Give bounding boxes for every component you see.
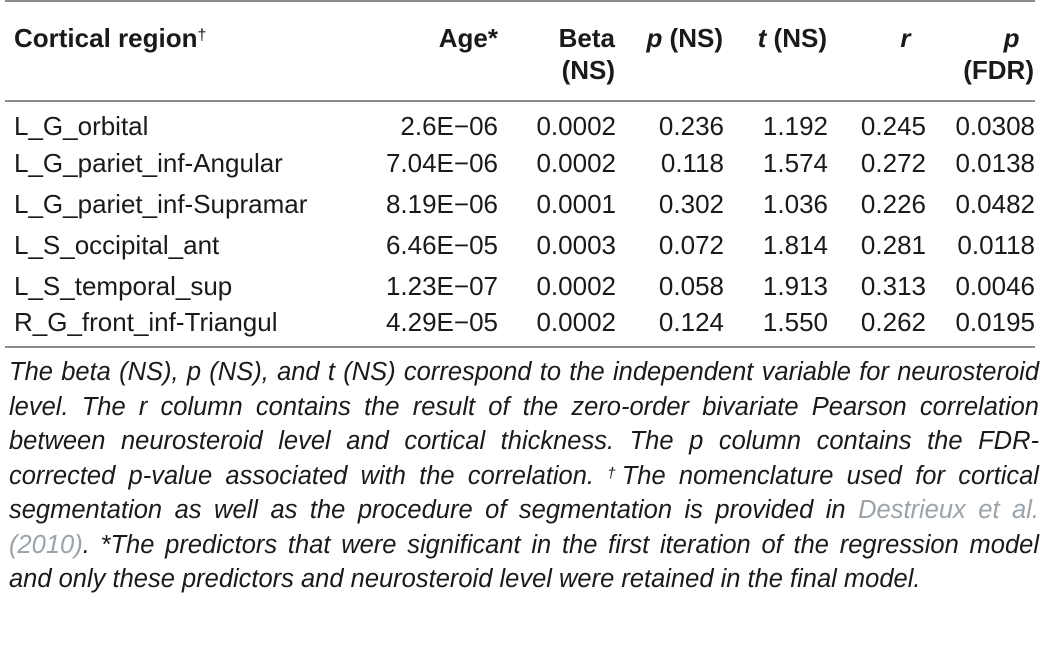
cell-t-ns: 1.574 [762, 147, 828, 178]
cell-t-ns: 1.192 [762, 111, 828, 141]
table-footnote [5, 355, 1039, 597]
table-row [5, 183, 1035, 224]
table-row [5, 265, 1035, 306]
footnote-text-1: The beta (NS), p (NS), and t (NS) correspond to the independent variable for neurosteroid level. The r column contains the result of the zero-order bivariate Pearson correlation between neurosteroid level and cortical thickness. The p column contains the FDR-corrected p-value associated with the correlation. [9, 358, 1039, 490]
cell-region: L_G_orbital [14, 111, 149, 141]
cell-p-ns: 0.118 [660, 147, 724, 178]
cell-beta: 0.0002 [536, 111, 616, 141]
cell-p-fdr: 0.0118 [957, 229, 1035, 260]
cell-beta: 0.0003 [536, 229, 616, 260]
header-age: Age* [438, 23, 498, 53]
dagger-mark: † [197, 27, 207, 44]
cell-p-ns: 0.058 [658, 270, 724, 301]
cell-t-ns: 1.814 [762, 229, 828, 260]
table-row [5, 142, 1035, 183]
cell-age: 4.29E−05 [385, 307, 498, 337]
cell-age: 8.19E−06 [385, 188, 498, 219]
footnote-dagger: † [607, 464, 622, 482]
cell-p-fdr: 0.0195 [955, 307, 1035, 337]
cell-region: L_G_pariet_inf-Supramar [14, 188, 308, 219]
header-cortical-region: Cortical region† [14, 23, 207, 53]
cell-r: 0.313 [860, 270, 926, 301]
header-p-ns: p (NS) [646, 23, 723, 53]
table-row [5, 224, 1035, 265]
cell-t-ns: 1.550 [762, 307, 828, 337]
header-p-fdr: p (FDR) [963, 23, 1034, 85]
results-table [5, 0, 1035, 348]
cell-r: 0.281 [860, 229, 926, 260]
cell-r: 0.245 [860, 111, 926, 141]
cell-p-fdr: 0.0308 [955, 111, 1035, 141]
cell-p-fdr: 0.0046 [955, 270, 1035, 301]
cell-region: L_S_occipital_ant [14, 229, 220, 260]
header-beta: Beta (NS) [558, 23, 615, 85]
cell-age: 6.46E−05 [385, 229, 498, 260]
cell-age: 1.23E−07 [385, 270, 498, 301]
cell-t-ns: 1.913 [762, 270, 828, 301]
footnote-text-3: . *The predictors that were significant in the first iteration of the regression model and only these predictors and neurosteroid level were retained in the final model. [9, 530, 1039, 593]
header-r: r [900, 23, 911, 53]
table-row [5, 101, 1035, 142]
cell-p-fdr: 0.0138 [955, 147, 1035, 178]
header-t-ns: t (NS) [757, 23, 827, 53]
cell-p-ns: 0.124 [658, 307, 724, 337]
cell-region: L_S_temporal_sup [14, 270, 233, 301]
cell-region: L_G_pariet_inf-Angular [14, 147, 283, 178]
cell-p-ns: 0.302 [658, 188, 724, 219]
cell-r: 0.262 [860, 307, 926, 337]
citation-link[interactable]: Destrieux et al. (2010) [9, 496, 1039, 559]
cell-p-fdr: 0.0482 [955, 188, 1035, 219]
table-header-row [5, 1, 1035, 101]
cell-p-ns: 0.072 [658, 229, 724, 260]
cell-p-ns: 0.236 [658, 111, 724, 141]
cell-r: 0.226 [860, 188, 926, 219]
cell-beta: 0.0002 [536, 307, 616, 337]
table-row [5, 306, 1035, 347]
cell-beta: 0.0002 [536, 147, 616, 178]
cell-age: 7.04E−06 [385, 147, 498, 178]
cell-r: 0.272 [860, 147, 926, 178]
footnote-text-2: The nomenclature used for cortical segmentation as well as the procedure of segmentation is provided in [9, 461, 1039, 524]
cell-region: R_G_front_inf-Triangul [14, 307, 278, 337]
cell-age: 2.6E−06 [400, 111, 498, 141]
cell-t-ns: 1.036 [762, 188, 828, 219]
cell-beta: 0.0001 [536, 188, 616, 219]
cell-beta: 0.0002 [536, 270, 616, 301]
